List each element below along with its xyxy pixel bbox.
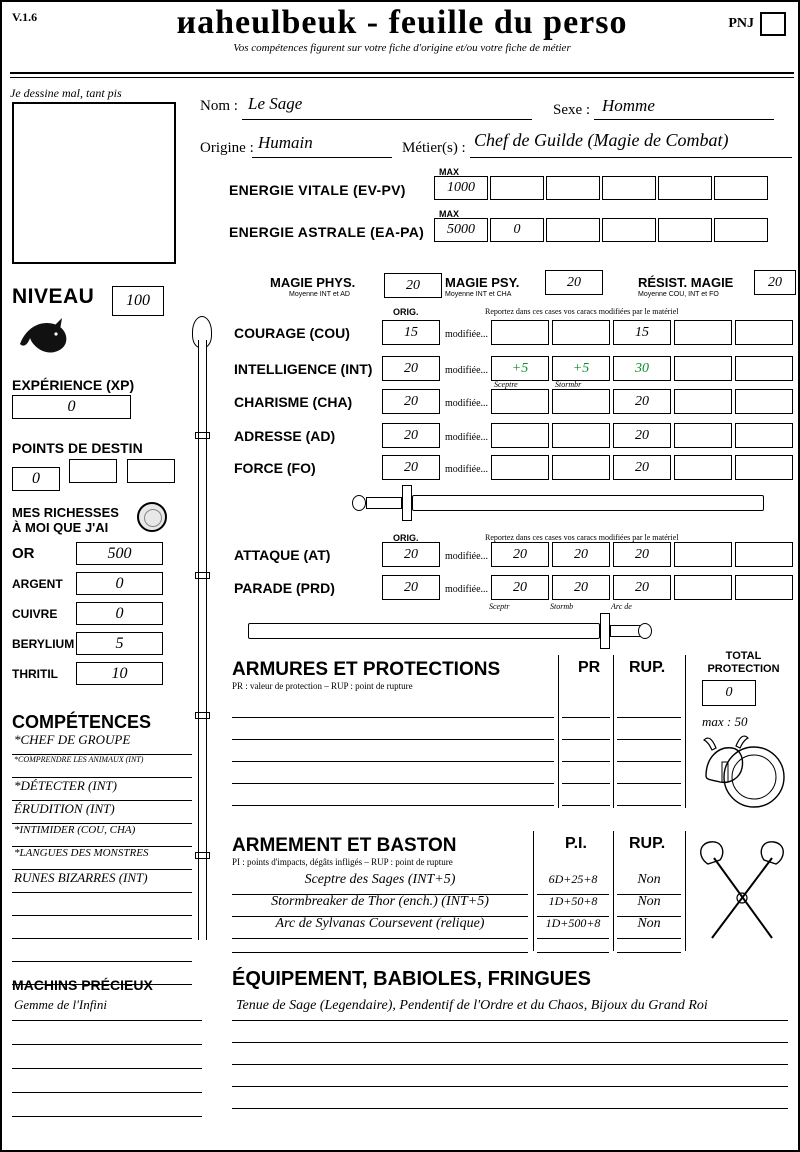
- carac-mod1-cou[interactable]: [491, 320, 549, 345]
- portrait-box[interactable]: [12, 102, 176, 264]
- armures-title: ARMURES ET PROTECTIONS: [232, 659, 501, 680]
- points-destin-label: POINTS DE DESTIN: [12, 440, 143, 456]
- carac-mod1-int[interactable]: +5: [491, 356, 549, 381]
- combat-mod3-prd[interactable]: 20: [613, 575, 671, 600]
- total-protection-value[interactable]: 0: [702, 680, 756, 706]
- xp-value[interactable]: 0: [12, 395, 131, 419]
- table-cell-rup[interactable]: [617, 695, 681, 718]
- armement-col-rup: RUP.: [629, 835, 666, 852]
- modifiee-label-cou: modifiée...: [445, 329, 489, 340]
- origine-underline: [252, 157, 392, 158]
- wealth-value-or[interactable]: 500: [76, 542, 163, 565]
- origine-value[interactable]: Humain: [258, 133, 313, 152]
- combat-mod2-prd[interactable]: 20: [552, 575, 610, 600]
- carac-mod1-ad[interactable]: [491, 423, 549, 448]
- carac-orig-int[interactable]: 20: [382, 356, 440, 381]
- magie-psy-sub: Moyenne INT et CHA: [445, 291, 512, 298]
- wealth-value-berylium[interactable]: 5: [76, 632, 163, 655]
- portrait-caption: Je dessine mal, tant pis: [10, 86, 122, 100]
- carac-mod4-ad[interactable]: [674, 423, 732, 448]
- combat-mod5-prd[interactable]: [735, 575, 793, 600]
- carac-label-ad: ADRESSE (AD): [234, 428, 336, 444]
- coin-icon: [137, 502, 167, 532]
- table-row[interactable]: Arc de Sylvanas Coursevent (relique): [232, 916, 528, 939]
- table-cell-pi[interactable]: 1D+500+8: [537, 916, 609, 939]
- combat-mod4-at[interactable]: [674, 542, 732, 567]
- sword-illustration-bottom: [238, 610, 658, 650]
- table-row[interactable]: [232, 938, 528, 953]
- carac-mod2-fo[interactable]: [552, 455, 610, 480]
- list-item[interactable]: [12, 1093, 202, 1117]
- sword-illustration-top: [332, 482, 772, 522]
- pnj-label: PNJ: [728, 16, 754, 32]
- table-cell-pi[interactable]: 1D+50+8: [537, 894, 609, 917]
- combat-caption-1: Sceptr: [489, 602, 510, 611]
- report-label-combat: Reportez dans ces cases vos caracs modifiées par le matériel: [485, 533, 679, 542]
- table-row[interactable]: Tenue de Sage (Legendaire), Pendentif de l'Ordre et du Chaos, Bijoux du Grand Roi: [232, 998, 788, 1021]
- orig-label-caracs: ORIG.: [393, 307, 419, 317]
- carac-mod2-caption: Stormbr: [555, 380, 582, 389]
- ea-box-3[interactable]: [602, 218, 656, 242]
- table-row[interactable]: [232, 1064, 788, 1087]
- modifiee-label-at: modifiée...: [445, 551, 489, 562]
- metier-value[interactable]: Chef de Guilde (Magie de Combat): [474, 130, 729, 150]
- table-row[interactable]: Sceptre des Sages (INT+5): [232, 872, 528, 895]
- metier-underline: [470, 157, 792, 158]
- combat-mod3-at[interactable]: 20: [613, 542, 671, 567]
- ev-box-5[interactable]: [714, 176, 768, 200]
- carac-mod2-ad[interactable]: [552, 423, 610, 448]
- carac-mod3-cha[interactable]: 20: [613, 389, 671, 414]
- table-cell-pr[interactable]: [562, 739, 610, 762]
- wealth-value-cuivre[interactable]: 0: [76, 602, 163, 625]
- richesses-title: [12, 505, 119, 535]
- table-row[interactable]: [232, 761, 554, 784]
- ea-box-5[interactable]: [714, 218, 768, 242]
- list-item[interactable]: [12, 939, 192, 962]
- machins-precieux-list: [12, 997, 202, 1117]
- carac-mod5-fo[interactable]: [735, 455, 793, 480]
- armures-divider-1: [558, 655, 559, 808]
- armement-divider-2: [613, 831, 614, 951]
- total-protection-label-2: PROTECTION: [707, 663, 780, 675]
- combat-caption-2: Stormb: [550, 602, 574, 611]
- wealth-table: [12, 542, 172, 692]
- table-cell-rup[interactable]: Non: [617, 894, 681, 917]
- table-cell-pi[interactable]: [537, 938, 609, 953]
- carac-mod3-int[interactable]: 30: [613, 356, 671, 381]
- armement-divider-3: [685, 831, 686, 951]
- combat-mod1-at[interactable]: 20: [491, 542, 549, 567]
- resist-magie-value[interactable]: 20: [754, 270, 796, 295]
- table-cell-rup[interactable]: [617, 761, 681, 784]
- wealth-name-thritil: THRITIL: [12, 666, 58, 681]
- combat-mod5-at[interactable]: [735, 542, 793, 567]
- wealth-value-argent[interactable]: 0: [76, 572, 163, 595]
- helmet-shield-icon: [692, 732, 792, 812]
- destin-box-2[interactable]: [69, 459, 117, 483]
- combat-caption-3: Arc de: [611, 602, 632, 611]
- list-item[interactable]: *CHEF DE GROUPE: [12, 732, 192, 755]
- competences-title: COMPÉTENCES: [12, 712, 152, 732]
- modifiee-label-int: modifiée...: [445, 365, 489, 376]
- table-cell-rup[interactable]: [617, 783, 681, 806]
- sexe-underline: [594, 119, 774, 120]
- list-item[interactable]: [12, 1045, 202, 1069]
- ea-box-1[interactable]: 0: [490, 218, 544, 242]
- table-cell-pi[interactable]: 6D+25+8: [537, 872, 609, 895]
- table-row[interactable]: [232, 1020, 788, 1043]
- combat-orig-at[interactable]: 20: [382, 542, 440, 567]
- xp-label: EXPÉRIENCE (XP): [12, 377, 135, 393]
- niveau-label: NIVEAU: [12, 285, 95, 308]
- carac-mod3-cou[interactable]: 15: [613, 320, 671, 345]
- table-row[interactable]: Stormbreaker de Thor (ench.) (INT+5): [232, 894, 528, 917]
- ev-box-4[interactable]: [658, 176, 712, 200]
- total-protection-max: max : 50: [702, 714, 748, 729]
- ea-box-2[interactable]: [546, 218, 600, 242]
- carac-mod5-ad[interactable]: [735, 423, 793, 448]
- wealth-value-thritil[interactable]: 10: [76, 662, 163, 685]
- table-row[interactable]: [232, 739, 554, 762]
- carac-mod3-ad[interactable]: 20: [613, 423, 671, 448]
- carac-orig-cha[interactable]: 20: [382, 389, 440, 414]
- ev-box-3[interactable]: [602, 176, 656, 200]
- page-title: ᴎaheulbeuk - feuille du perso: [176, 4, 628, 41]
- armures-divider-3: [685, 655, 686, 808]
- header-divider: [10, 60, 794, 86]
- version-label: V.1.6: [12, 10, 38, 24]
- carac-mod1-caption: Sceptre: [494, 380, 518, 389]
- wealth-row-cuivre: [12, 602, 172, 632]
- carac-mod4-fo[interactable]: [674, 455, 732, 480]
- modifiee-label-ad: modifiée...: [445, 432, 489, 443]
- table-row[interactable]: [232, 1086, 788, 1109]
- staff-illustration: [190, 312, 212, 942]
- sexe-label: Sexe :: [553, 102, 591, 118]
- carac-label-int: INTELLIGENCE (INT): [234, 361, 373, 377]
- carac-mod5-cha[interactable]: [735, 389, 793, 414]
- combat-mod2-at[interactable]: 20: [552, 542, 610, 567]
- list-item[interactable]: [12, 893, 192, 916]
- table-cell-rup[interactable]: Non: [617, 916, 681, 939]
- carac-mod3-fo[interactable]: 20: [613, 455, 671, 480]
- list-item[interactable]: *LANGUES DES MONSTRES: [12, 847, 192, 870]
- list-item[interactable]: *INTIMIDER (COU, CHA): [12, 824, 192, 847]
- wealth-row-thritil: [12, 662, 172, 692]
- armement-title: ARMEMENT ET BASTON: [232, 835, 457, 856]
- destin-box-3[interactable]: [127, 459, 175, 483]
- ev-box-1[interactable]: [490, 176, 544, 200]
- total-protection-label-1: TOTAL: [725, 650, 762, 662]
- table-cell-rup[interactable]: [617, 739, 681, 762]
- points-destin-boxes: [12, 459, 180, 491]
- axe-sword-icon: [692, 838, 792, 948]
- ev-box-2[interactable]: [546, 176, 600, 200]
- combat-label-prd: PARADE (PRD): [234, 580, 335, 596]
- carac-mod5-cou[interactable]: [735, 320, 793, 345]
- competences-list: [12, 732, 192, 985]
- energie-vitale-label: ENERGIE VITALE (EV-PV): [229, 182, 406, 198]
- carac-mod4-int[interactable]: [674, 356, 732, 381]
- list-item[interactable]: Gemme de l'Infini: [12, 997, 202, 1021]
- magie-phys-sub: Moyenne INT et AD: [289, 291, 350, 298]
- table-row[interactable]: [232, 783, 554, 806]
- max-label-ev: MAX: [439, 167, 459, 177]
- carac-mod4-cha[interactable]: [674, 389, 732, 414]
- armement-divider-1: [533, 831, 534, 951]
- list-item[interactable]: *COMPRENDRE LES ANIMAUX (INT): [12, 755, 192, 778]
- resist-magie-sub: Moyenne COU, INT et FO: [638, 291, 719, 298]
- carac-mod5-int[interactable]: [735, 356, 793, 381]
- origine-label: Origine :: [200, 140, 254, 156]
- orig-label-combat: ORIG.: [393, 533, 419, 543]
- energie-astrale-label: ENERGIE ASTRALE (EA-PA): [229, 224, 425, 240]
- wealth-name-or: OR: [12, 545, 35, 562]
- richesses-title-line2: À MOI QUE J'AI: [12, 520, 109, 535]
- nom-value[interactable]: Le Sage: [248, 94, 303, 113]
- niveau-value[interactable]: 100: [112, 286, 164, 316]
- armures-col-pr: PR: [578, 659, 601, 676]
- table-cell-pr[interactable]: [562, 717, 610, 740]
- magie-psy-label: MAGIE PSY.: [445, 275, 520, 290]
- armures-col-rup: RUP.: [629, 659, 666, 676]
- list-item[interactable]: [12, 916, 192, 939]
- machins-precieux-title: MACHINS PRÉCIEUX: [12, 977, 153, 993]
- ea-max-box[interactable]: 5000: [434, 218, 488, 242]
- list-item[interactable]: [12, 1021, 202, 1045]
- carac-orig-cou[interactable]: 15: [382, 320, 440, 345]
- wealth-name-argent: ARGENT: [12, 576, 63, 591]
- modifiee-label-cha: modifiée...: [445, 398, 489, 409]
- ea-box-4[interactable]: [658, 218, 712, 242]
- pnj-field: [728, 12, 786, 36]
- carac-label-cha: CHARISME (CHA): [234, 394, 353, 410]
- table-cell-rup[interactable]: [617, 938, 681, 953]
- armement-subtitle: PI : points d'impacts, dégâts infligés – RUP : point de rupture: [232, 857, 453, 867]
- combat-mod4-prd[interactable]: [674, 575, 732, 600]
- wealth-row-argent: [12, 572, 172, 602]
- table-cell-pr[interactable]: [562, 761, 610, 784]
- table-cell-pr[interactable]: [562, 695, 610, 718]
- carac-mod1-fo[interactable]: [491, 455, 549, 480]
- carac-orig-ad[interactable]: 20: [382, 423, 440, 448]
- pnj-checkbox[interactable]: [760, 12, 786, 36]
- table-row[interactable]: [232, 1042, 788, 1065]
- carac-label-cou: COURAGE (COU): [234, 325, 350, 341]
- resist-magie-label: RÉSIST. MAGIE: [638, 275, 734, 290]
- wealth-row-berylium: [12, 632, 172, 662]
- modifiee-label-fo: modifiée...: [445, 464, 489, 475]
- armement-col-pi: P.I.: [565, 835, 587, 852]
- carac-mod1-cha[interactable]: [491, 389, 549, 414]
- carac-mod2-cha[interactable]: [552, 389, 610, 414]
- list-item[interactable]: ÉRUDITION (INT): [12, 801, 192, 824]
- table-row[interactable]: [232, 695, 554, 718]
- table-cell-rup[interactable]: Non: [617, 872, 681, 895]
- combat-orig-prd[interactable]: 20: [382, 575, 440, 600]
- nom-underline: [242, 119, 532, 120]
- destin-box-1[interactable]: 0: [12, 467, 60, 491]
- ev-max-box[interactable]: 1000: [434, 176, 488, 200]
- magie-phys-value[interactable]: 20: [384, 273, 442, 298]
- richesses-title-line1: MES RICHESSES: [12, 505, 119, 520]
- carac-mod2-int[interactable]: +5: [552, 356, 610, 381]
- table-row[interactable]: [232, 717, 554, 740]
- equipement-title: ÉQUIPEMENT, BABIOLES, FRINGUES: [232, 968, 591, 990]
- page-subtitle: Vos compétences figurent sur votre fiche d'origine et/ou votre fiche de métier: [233, 42, 571, 54]
- magie-psy-value[interactable]: 20: [545, 270, 603, 295]
- list-item[interactable]: [12, 1069, 202, 1093]
- table-cell-rup[interactable]: [617, 717, 681, 740]
- armures-divider-2: [613, 655, 614, 808]
- carac-label-fo: FORCE (FO): [234, 460, 316, 476]
- report-label-caracs: Reportez dans ces cases vos caracs modifiées par le matériel: [485, 307, 679, 316]
- table-cell-pr[interactable]: [562, 783, 610, 806]
- carac-mod4-cou[interactable]: [674, 320, 732, 345]
- list-item[interactable]: RUNES BIZARRES (INT): [12, 870, 192, 893]
- nom-label: Nom :: [200, 98, 238, 114]
- combat-mod1-prd[interactable]: 20: [491, 575, 549, 600]
- carac-orig-fo[interactable]: 20: [382, 455, 440, 480]
- max-label-ea: MAX: [439, 209, 459, 219]
- metier-label: Métier(s) :: [402, 140, 466, 156]
- armures-subtitle: PR : valeur de protection – RUP : point de rupture: [232, 681, 413, 691]
- wealth-name-cuivre: CUIVRE: [12, 606, 58, 621]
- modifiee-label-prd: modifiée...: [445, 584, 489, 595]
- wealth-name-berylium: BERYLIUM: [12, 636, 75, 651]
- combat-label-at: ATTAQUE (AT): [234, 547, 331, 563]
- list-item[interactable]: *DÉTECTER (INT): [12, 778, 192, 801]
- sexe-value[interactable]: Homme: [602, 96, 655, 115]
- magie-phys-label: MAGIE PHYS.: [270, 275, 356, 290]
- dragon-icon: [16, 314, 72, 358]
- wealth-row-or: [12, 542, 172, 572]
- carac-mod2-cou[interactable]: [552, 320, 610, 345]
